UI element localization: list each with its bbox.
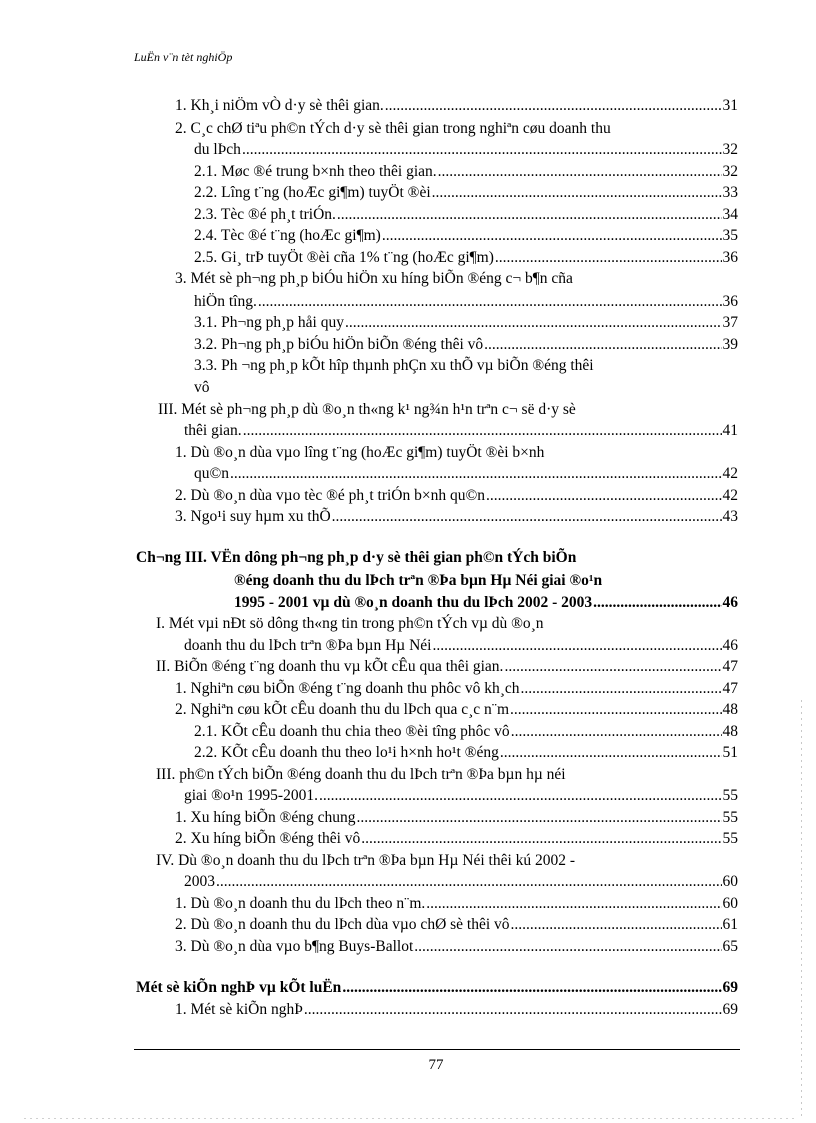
chapter-heading[interactable]: 1995 - 2001 vµ dù ®o¸n doanh thu du lÞch 2002 - 2003 ..... 46 [234, 593, 738, 613]
section-heading[interactable]: Mét sè kiÕn nghÞ vµ kÕt luËn ..... 69 [136, 978, 738, 998]
toc-entry[interactable]: doanh thu du lÞch trªn ®Þa bµn Hµ Néi ..... 46 [184, 636, 738, 656]
chapter-heading[interactable]: ®éng doanh thu du lÞch trªn ®Þa bµn Hµ Néi giai ®o¹n [234, 572, 603, 589]
footer-rule [134, 1049, 740, 1050]
toc-entry[interactable]: III. ph©n tÝch biÕn ®éng doanh thu du lÞch trªn ®Þa bµn hµ néi [156, 766, 566, 783]
toc-entry[interactable]: II. BiÕn ®éng t¨ng doanh thu vµ kÕt cÊu qua thêi gian. ..... 47 [156, 657, 738, 677]
toc-entry[interactable]: 3.2. Ph¬ng ph¸p biÓu hiÖn biÕn ®éng thêi vô ..... 39 [194, 335, 738, 355]
toc-entry[interactable]: 1. Dù ®o¸n doanh thu du lÞch theo n¨m. ..... 60 [175, 894, 738, 914]
toc-entry[interactable]: 2003 ..... 60 [184, 872, 738, 892]
toc-entry[interactable]: 3.3. Ph ¬ng ph¸p kÕt hîp thµnh phÇn xu thÕ vµ biÕn ®éng thêi [194, 357, 594, 374]
toc-entry[interactable]: giai ®o¹n 1995-2001. ..... 55 [184, 786, 738, 806]
toc-entry[interactable]: 2.3. Tèc ®é ph¸t triÓn. ..... 34 [194, 205, 738, 225]
toc-entry[interactable]: 2.2. KÕt cÊu doanh thu theo lo¹i h×nh ho¹t ®éng ..... 51 [194, 743, 738, 763]
toc-entry[interactable]: 1. Nghiªn cøu biÕn ®éng t¨ng doanh thu phôc vô kh¸ch ..... 47 [175, 679, 738, 699]
toc-entry[interactable]: 3. Mét sè ph¬ng ph¸p biÓu hiÖn xu híng biÕn ®éng c¬ b¶n cña [175, 270, 573, 287]
toc-entry[interactable]: 2.1. KÕt cÊu doanh thu chia theo ®èi tîng phôc vô ..... 48 [194, 722, 738, 742]
toc-entry[interactable]: 2. Xu híng biÕn ®éng thêi vô ..... 55 [175, 829, 738, 849]
toc-entry[interactable]: hiÖn tîng. ..... 36 [194, 292, 738, 312]
toc-entry[interactable]: 3. Ngo¹i suy hµm xu thÕ ..... 43 [175, 507, 738, 527]
running-header: LuËn v¨n tèt nghiÖp [134, 50, 233, 64]
toc-entry[interactable]: thêi gian. ..... 41 [184, 421, 738, 441]
toc-entry[interactable]: 2.1. Møc ®é trung b×nh theo thêi gian. ..... 32 [194, 162, 738, 182]
toc-entry[interactable]: qu©n ..... 42 [194, 464, 738, 484]
toc-entry[interactable]: 2.5. Gi¸ trÞ tuyÖt ®èi cña 1% t¨ng (hoÆc gi¶m) ..... 36 [194, 248, 738, 268]
toc-entry[interactable]: IV. Dù ®o¸n doanh thu du lÞch trªn ®Þa bµn Hµ Néi thêi kú 2002 - [156, 852, 576, 869]
toc-entry[interactable]: vô [194, 379, 210, 396]
toc-entry[interactable]: 2.2. Lîng t¨ng (hoÆc gi¶m) tuyÖt ®èi ..... 33 [194, 183, 738, 203]
toc-entry[interactable]: du lÞch ..... 32 [194, 140, 738, 160]
toc-entry[interactable]: 3. Dù ®o¸n dùa vµo b¶ng Buys-Ballot ..... 65 [175, 937, 738, 957]
toc-entry[interactable]: 3.1. Ph¬ng ph¸p håi quy ..... 37 [194, 313, 738, 333]
toc-entry[interactable]: 1. Dù ®o¸n dùa vµo lîng t¨ng (hoÆc gi¶m) tuyÖt ®èi b×nh [175, 444, 545, 461]
toc-entry[interactable]: 1. Kh¸i niÖm vÒ d·y sè thêi gian. ..... 31 [175, 96, 738, 116]
toc-entry[interactable]: 2.4. Tèc ®é t¨ng (hoÆc gi¶m) ..... 35 [194, 226, 738, 246]
toc-entry[interactable]: 2. Nghiªn cøu kÕt cÊu doanh thu du lÞch qua c¸c n¨m ..... 48 [175, 700, 738, 720]
toc-entry[interactable]: I. Mét vµi nÐt sö dông th«ng tin trong ph©n tÝch vµ dù ®o¸n [156, 615, 544, 632]
toc-entry[interactable]: 2. Dù ®o¸n dùa vµo tèc ®é ph¸t triÓn b×nh qu©n ..... 42 [175, 486, 738, 506]
page-number: 77 [428, 1057, 444, 1073]
chapter-heading[interactable]: Ch¬ng III. VËn dông ph¬ng ph¸p d·y sè thêi gian ph©n tÝch biÕn [136, 549, 577, 566]
toc-entry[interactable]: 2. Dù ®o¸n doanh thu du lÞch dùa vµo chØ sè thêi vô ..... 61 [175, 915, 738, 935]
scan-bottom-marks [24, 1118, 794, 1119]
toc-entry[interactable]: III. Mét sè ph¬ng ph¸p dù ®o¸n th«ng k¹ ng¾n h¹n trªn c¬ së d·y sè [158, 401, 576, 418]
toc-entry[interactable]: 1. Xu híng biÕn ®éng chung ..... 55 [175, 808, 738, 828]
toc-entry[interactable]: 2. C¸c chØ tiªu ph©n tÝch d·y sè thêi gian trong nghiªn cøu doanh thu [175, 120, 611, 137]
scan-edge-marks [801, 700, 802, 1120]
toc-entry[interactable]: 1. Mét sè kiÕn nghÞ ..... 69 [175, 1000, 738, 1020]
